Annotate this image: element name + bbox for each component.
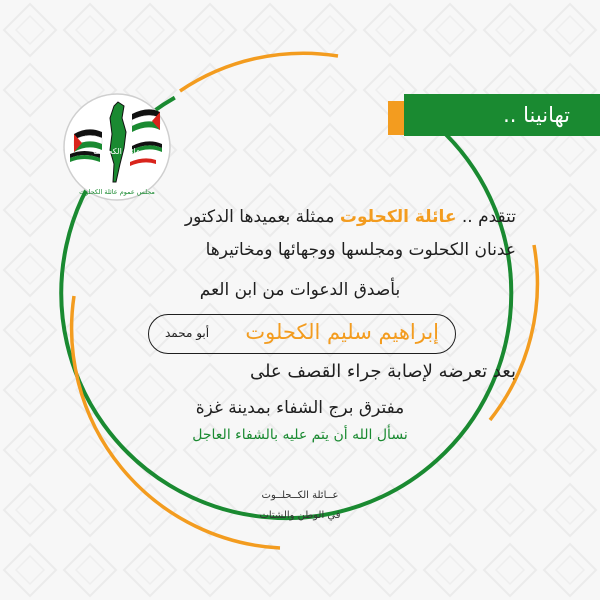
family-logo xyxy=(58,92,176,202)
dean-text: ممثلة بعميدها الدكتور xyxy=(184,207,340,227)
prayer-line: نسأل الله أن يتم عليه بالشفاء العاجل xyxy=(192,427,408,443)
header-banner xyxy=(404,94,600,136)
message-line-2: عدنان الكحلوت ومجلسها ووجهائها ومخاتيرها xyxy=(205,240,516,260)
header-title: تهانينا .. xyxy=(503,103,570,127)
person-kunya: أبو محمد xyxy=(165,326,210,340)
message-line-3: بأصدق الدعوات من ابن العم xyxy=(199,280,401,300)
orange-ring xyxy=(490,245,537,420)
logo-calligraphy: عائلة الكحلوت xyxy=(93,147,141,156)
message-line-5: مفترق برج الشفاء بمدينة غزة xyxy=(195,398,405,418)
message-line-4: بعد تعرضه لإصابة جراء القصف على xyxy=(249,361,516,382)
person-name: إبراهيم سليم الكحلوت xyxy=(245,320,439,344)
name-box xyxy=(148,314,456,354)
family-name: عائلة الكحلوت xyxy=(339,207,457,227)
logo-caption: مجلس عموم عائلة الكحلوت xyxy=(79,188,155,196)
signature-family: عــائلة الكــحلــوت xyxy=(261,490,339,501)
left-flag-icon xyxy=(70,129,102,162)
signature-place: في الوطن والشتات xyxy=(259,510,341,521)
message-line-1 xyxy=(185,207,516,227)
orange-ring xyxy=(180,53,338,91)
intro-text: تتقدم .. xyxy=(456,207,516,227)
